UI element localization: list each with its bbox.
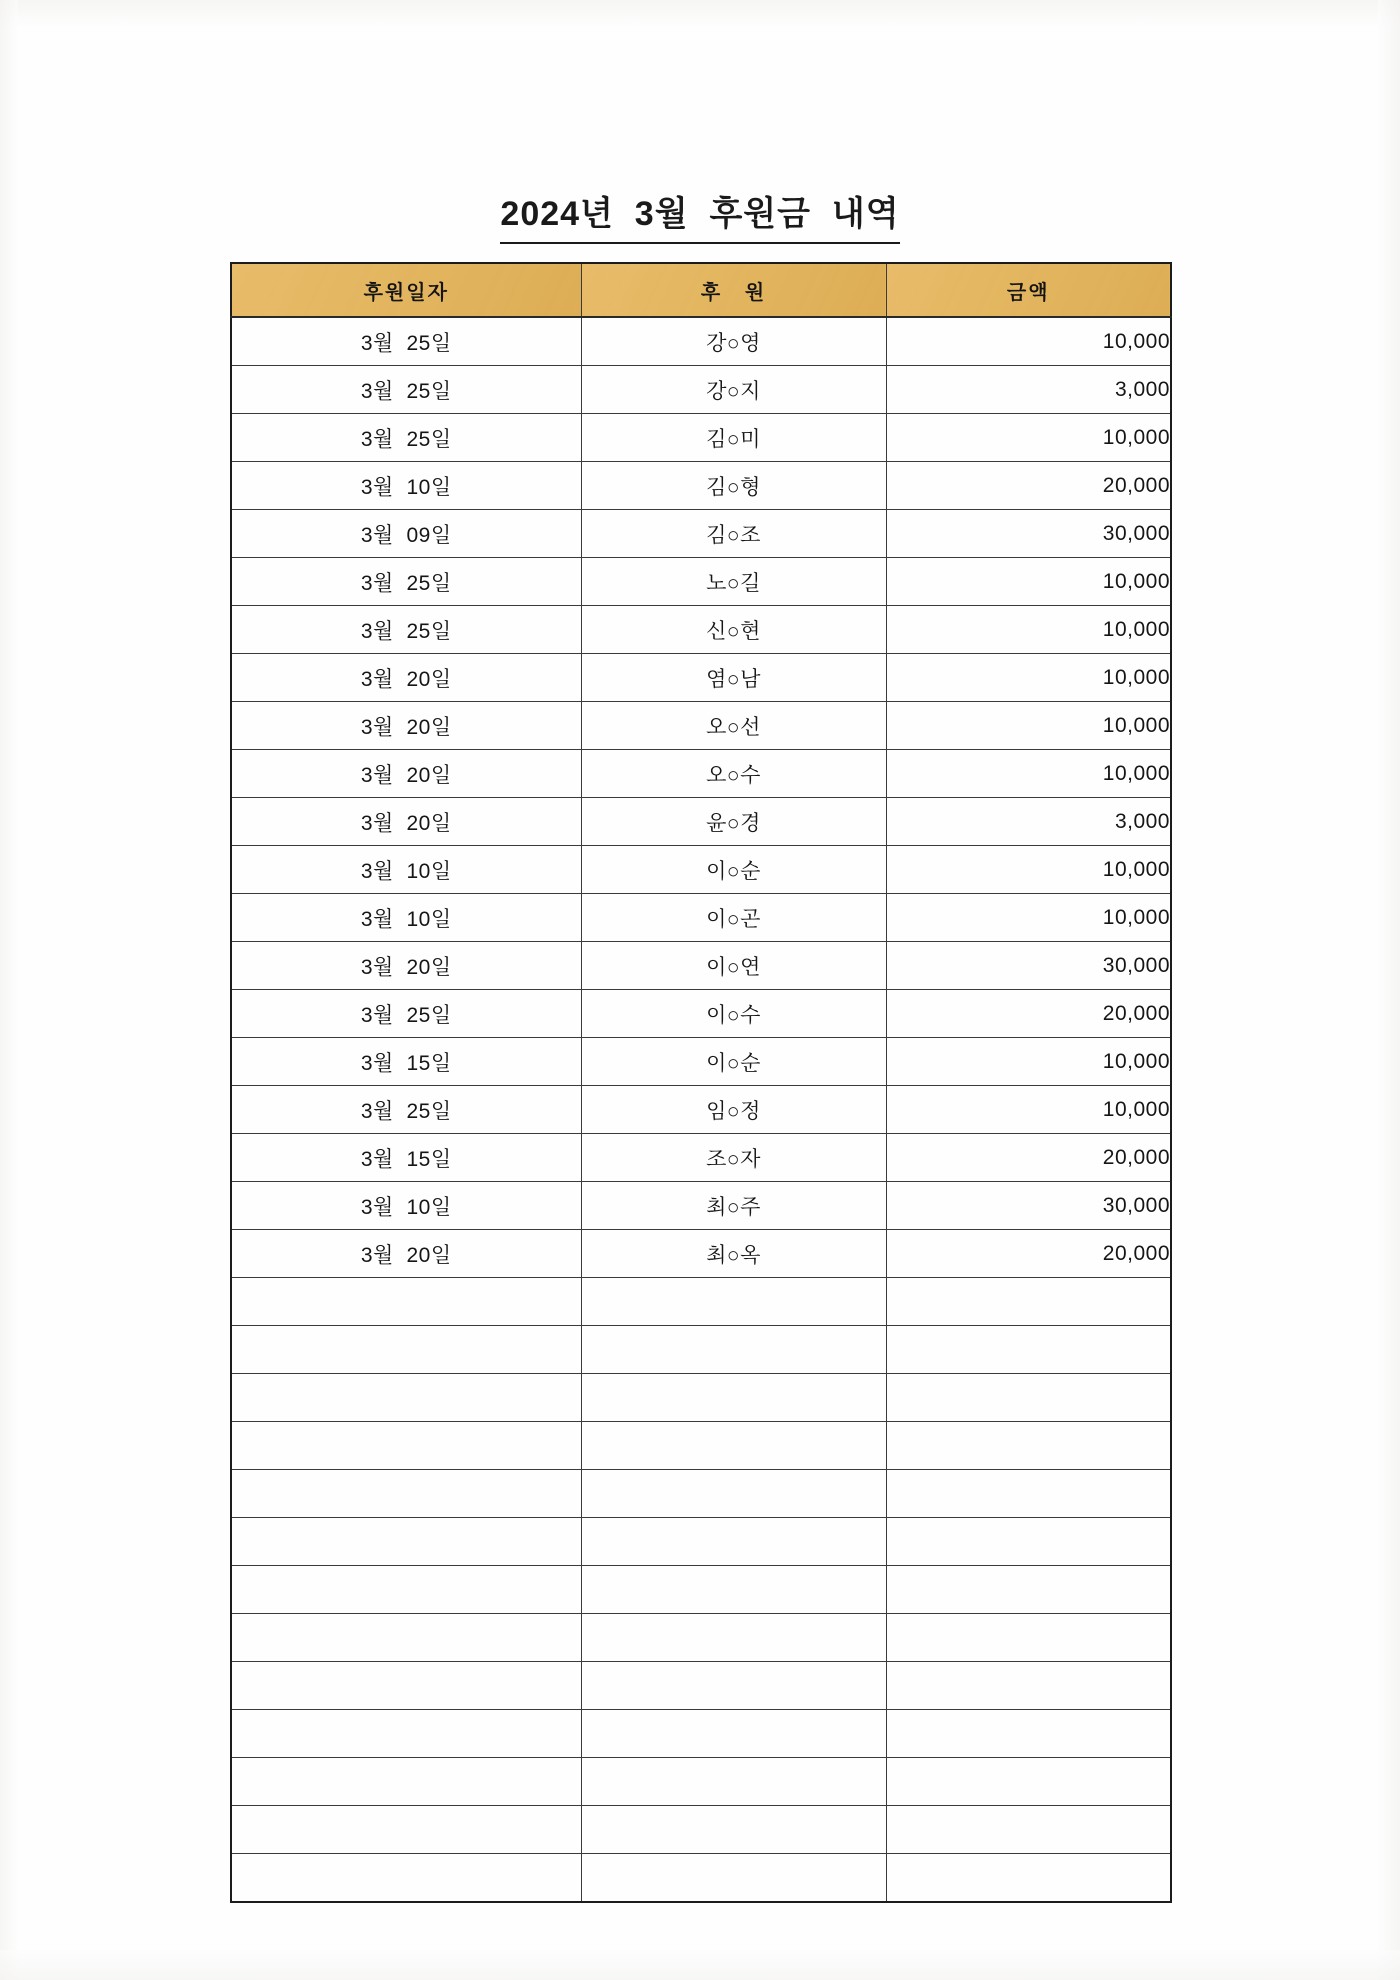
cell-donor-name: 강○지 — [581, 366, 886, 414]
donation-table — [230, 262, 1172, 1903]
cell-donor-name-empty — [581, 1662, 886, 1710]
scan-edge-top — [0, 0, 1400, 26]
cell-amount-empty — [886, 1758, 1171, 1806]
cell-donation-date-empty — [231, 1854, 581, 1903]
table-row — [231, 750, 1171, 798]
table-row — [231, 606, 1171, 654]
table-row-empty — [231, 1662, 1171, 1710]
cell-donation-date-empty — [231, 1710, 581, 1758]
table-row — [231, 1038, 1171, 1086]
table-row-empty — [231, 1326, 1171, 1374]
cell-amount: 10,000 — [886, 1086, 1171, 1134]
cell-amount: 30,000 — [886, 510, 1171, 558]
table-row-empty — [231, 1374, 1171, 1422]
page-title-text: 2024년 3월 후원금 내역 — [500, 186, 899, 244]
page-title — [0, 186, 1400, 244]
cell-donation-date-empty — [231, 1518, 581, 1566]
cell-donor-name: 이○순 — [581, 846, 886, 894]
cell-donor-name: 임○정 — [581, 1086, 886, 1134]
table-row — [231, 798, 1171, 846]
table-row-empty — [231, 1614, 1171, 1662]
cell-amount-empty — [886, 1566, 1171, 1614]
cell-amount: 10,000 — [886, 894, 1171, 942]
cell-donation-date-empty — [231, 1662, 581, 1710]
table-row — [231, 317, 1171, 366]
scan-edge-right — [1378, 0, 1400, 1980]
table-row-empty — [231, 1566, 1171, 1614]
cell-donor-name: 김○미 — [581, 414, 886, 462]
cell-amount: 10,000 — [886, 846, 1171, 894]
cell-donation-date-empty — [231, 1374, 581, 1422]
donation-table-header — [231, 263, 1171, 317]
cell-amount-empty — [886, 1278, 1171, 1326]
cell-donation-date: 3월 20일 — [231, 1230, 581, 1278]
cell-donation-date: 3월 15일 — [231, 1134, 581, 1182]
cell-donation-date-empty — [231, 1566, 581, 1614]
cell-donor-name: 조○자 — [581, 1134, 886, 1182]
cell-donor-name: 신○현 — [581, 606, 886, 654]
table-row — [231, 414, 1171, 462]
cell-donor-name-empty — [581, 1566, 886, 1614]
scan-edge-left — [0, 0, 18, 1980]
table-row-empty — [231, 1422, 1171, 1470]
table-row — [231, 846, 1171, 894]
cell-donation-date: 3월 15일 — [231, 1038, 581, 1086]
cell-donation-date: 3월 25일 — [231, 606, 581, 654]
cell-donor-name: 염○남 — [581, 654, 886, 702]
cell-donation-date: 3월 20일 — [231, 942, 581, 990]
cell-amount: 10,000 — [886, 414, 1171, 462]
table-row — [231, 1134, 1171, 1182]
cell-amount: 10,000 — [886, 702, 1171, 750]
cell-amount-empty — [886, 1806, 1171, 1854]
cell-amount: 30,000 — [886, 1182, 1171, 1230]
table-row-empty — [231, 1758, 1171, 1806]
cell-donation-date-empty — [231, 1806, 581, 1854]
cell-donation-date-empty — [231, 1422, 581, 1470]
cell-donation-date-empty — [231, 1614, 581, 1662]
table-row-empty — [231, 1710, 1171, 1758]
cell-donation-date: 3월 25일 — [231, 990, 581, 1038]
column-header-date: 후원일자 — [231, 263, 581, 317]
cell-amount: 10,000 — [886, 654, 1171, 702]
cell-donor-name: 이○순 — [581, 1038, 886, 1086]
cell-amount-empty — [886, 1854, 1171, 1903]
cell-donor-name: 김○형 — [581, 462, 886, 510]
table-row — [231, 1182, 1171, 1230]
table-row — [231, 1086, 1171, 1134]
cell-amount-empty — [886, 1326, 1171, 1374]
cell-donation-date: 3월 09일 — [231, 510, 581, 558]
table-row-empty — [231, 1278, 1171, 1326]
cell-amount-empty — [886, 1518, 1171, 1566]
cell-donor-name-empty — [581, 1470, 886, 1518]
cell-donor-name: 오○선 — [581, 702, 886, 750]
cell-donation-date-empty — [231, 1326, 581, 1374]
table-row — [231, 366, 1171, 414]
cell-donor-name-empty — [581, 1758, 886, 1806]
cell-donation-date: 3월 10일 — [231, 1182, 581, 1230]
cell-donor-name-empty — [581, 1614, 886, 1662]
table-row-empty — [231, 1470, 1171, 1518]
cell-amount-empty — [886, 1710, 1171, 1758]
table-row — [231, 654, 1171, 702]
cell-donation-date-empty — [231, 1470, 581, 1518]
cell-donation-date: 3월 25일 — [231, 317, 581, 366]
cell-donor-name: 윤○경 — [581, 798, 886, 846]
cell-donor-name-empty — [581, 1806, 886, 1854]
table-row — [231, 702, 1171, 750]
cell-donor-name: 최○주 — [581, 1182, 886, 1230]
cell-amount-empty — [886, 1422, 1171, 1470]
cell-donor-name: 노○길 — [581, 558, 886, 606]
table-row — [231, 558, 1171, 606]
cell-donation-date-empty — [231, 1278, 581, 1326]
cell-donation-date: 3월 10일 — [231, 894, 581, 942]
cell-donor-name: 이○곤 — [581, 894, 886, 942]
cell-donation-date: 3월 20일 — [231, 654, 581, 702]
donation-table-container — [230, 262, 1170, 1903]
table-row — [231, 894, 1171, 942]
table-row-empty — [231, 1854, 1171, 1903]
cell-amount: 20,000 — [886, 990, 1171, 1038]
cell-donor-name-empty — [581, 1374, 886, 1422]
table-row — [231, 462, 1171, 510]
table-row — [231, 510, 1171, 558]
cell-donation-date: 3월 20일 — [231, 702, 581, 750]
cell-amount: 30,000 — [886, 942, 1171, 990]
cell-donor-name: 최○옥 — [581, 1230, 886, 1278]
cell-donor-name-empty — [581, 1518, 886, 1566]
column-header-amount: 금액 — [886, 263, 1171, 317]
cell-amount-empty — [886, 1470, 1171, 1518]
cell-donor-name: 오○수 — [581, 750, 886, 798]
cell-donor-name: 김○조 — [581, 510, 886, 558]
cell-amount-empty — [886, 1662, 1171, 1710]
cell-amount: 3,000 — [886, 366, 1171, 414]
cell-amount-empty — [886, 1614, 1171, 1662]
cell-donor-name-empty — [581, 1710, 886, 1758]
cell-donation-date: 3월 10일 — [231, 462, 581, 510]
cell-donor-name-empty — [581, 1278, 886, 1326]
cell-donor-name: 강○영 — [581, 317, 886, 366]
cell-amount: 20,000 — [886, 1134, 1171, 1182]
table-row-empty — [231, 1806, 1171, 1854]
cell-amount: 10,000 — [886, 606, 1171, 654]
cell-amount: 3,000 — [886, 798, 1171, 846]
cell-amount: 20,000 — [886, 462, 1171, 510]
table-header-row — [231, 263, 1171, 317]
cell-donation-date: 3월 20일 — [231, 750, 581, 798]
cell-donor-name: 이○수 — [581, 990, 886, 1038]
cell-amount: 10,000 — [886, 317, 1171, 366]
cell-donor-name-empty — [581, 1326, 886, 1374]
table-row-empty — [231, 1518, 1171, 1566]
cell-donation-date: 3월 25일 — [231, 414, 581, 462]
cell-amount: 10,000 — [886, 558, 1171, 606]
cell-donor-name-empty — [581, 1854, 886, 1903]
table-row — [231, 990, 1171, 1038]
scan-edge-bottom — [0, 1950, 1400, 1980]
cell-amount-empty — [886, 1374, 1171, 1422]
cell-donation-date: 3월 25일 — [231, 366, 581, 414]
table-row — [231, 942, 1171, 990]
cell-donation-date: 3월 20일 — [231, 798, 581, 846]
column-header-donor: 후 원 — [581, 263, 886, 317]
cell-donation-date-empty — [231, 1758, 581, 1806]
table-row — [231, 1230, 1171, 1278]
cell-donor-name: 이○연 — [581, 942, 886, 990]
cell-donation-date: 3월 25일 — [231, 1086, 581, 1134]
cell-amount: 10,000 — [886, 750, 1171, 798]
cell-amount: 10,000 — [886, 1038, 1171, 1086]
donation-table-body — [231, 317, 1171, 1902]
cell-donation-date: 3월 25일 — [231, 558, 581, 606]
cell-amount: 20,000 — [886, 1230, 1171, 1278]
cell-donor-name-empty — [581, 1422, 886, 1470]
cell-donation-date: 3월 10일 — [231, 846, 581, 894]
